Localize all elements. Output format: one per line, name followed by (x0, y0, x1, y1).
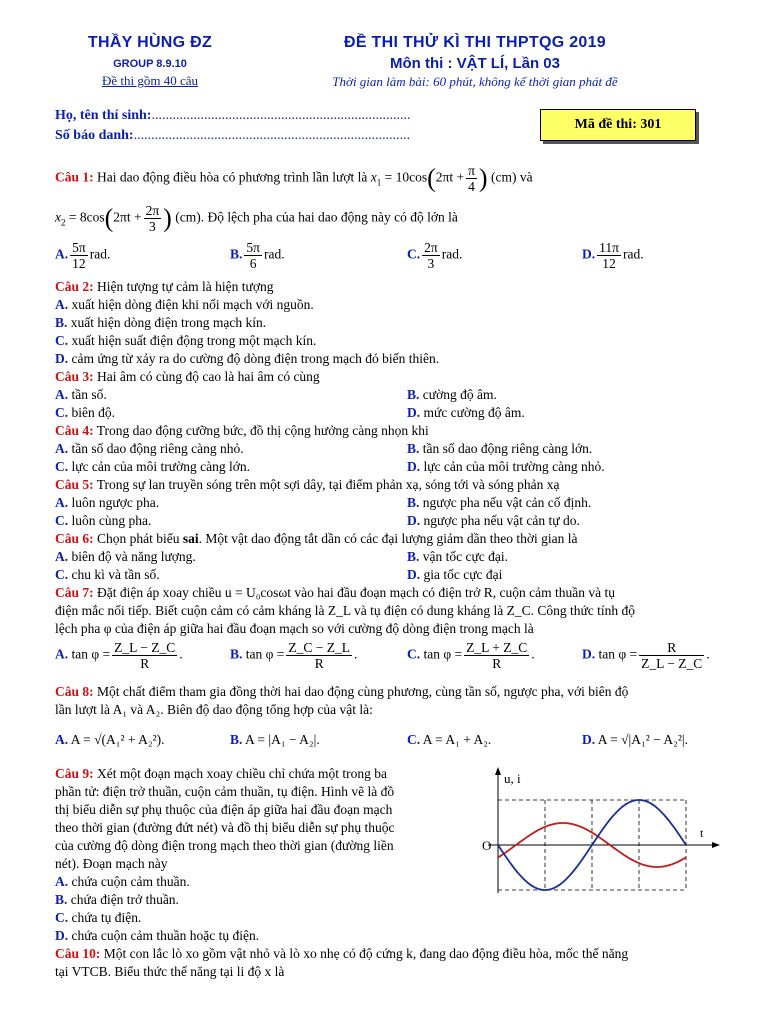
candidate-name-dots: .......................................................................... (151, 108, 411, 123)
q4-opt-c[interactable]: C. lực cản của môi trường càng lớn. (55, 459, 250, 474)
q9-graph (468, 765, 724, 903)
q1-label: Câu 1: (55, 169, 94, 185)
teacher-name: THẦY HÙNG ĐZ (87, 34, 213, 51)
q2-opt-a[interactable]: A. xuất hiện dòng điện khi nối mạch với nguồn. (55, 297, 314, 312)
q7-opt-b[interactable]: B. tan φ = $\frac{Z\_C - Z\_L}{R}$ . (230, 640, 358, 671)
q7-opt-a[interactable]: A. tan φ = $\frac{Z\_L - Z\_C}{R}$ . (55, 640, 183, 671)
q9-origin-label: O (482, 838, 492, 853)
exam-code-box (540, 109, 696, 141)
q4-opt-d[interactable]: D. lực cản của môi trường càng nhỏ. (407, 459, 605, 474)
q7-line1: Câu 7: Đặt điện áp xoay chiều u = U₀cosωt vào hai đầu đoạn mạch có điện trở R, cuộn cảm thuần và tụ (55, 585, 615, 600)
q6-opt-b[interactable]: B. vận tốc cực đại. (407, 549, 509, 564)
q1-opt-c[interactable]: C. $\frac{2\pi}{3}$ rad. (407, 240, 463, 271)
q8-line1: Câu 8: Một chất điểm tham gia đồng thời hai dao động cùng phương, cùng tần số, ngược pha, với biên độ (55, 684, 629, 699)
q9-line1: Câu 9: Xét một đoạn mạch xoay chiều chỉ chứa một trong ba (55, 766, 387, 781)
q9-line6: nét). Đoạn mạch này (55, 856, 168, 871)
q2-opt-c[interactable]: C. xuất hiện suất điện động trong một mạch kín. (55, 333, 317, 348)
q7-line2: điện mắc nối tiếp. Biết cuộn cảm có cảm kháng là Z_L và tụ điện có dung kháng là Z_C. Công thức tính độ (55, 603, 636, 618)
candidate-id-row (55, 128, 410, 144)
q6-opt-d[interactable]: D. gia tốc cực đại (407, 567, 503, 582)
q1-opt-b[interactable]: B. $\frac{5\pi}{6}$ rad. (230, 240, 285, 271)
q5-opt-d[interactable]: D. ngược pha nếu vật cản tự do. (407, 513, 580, 528)
header-left (40, 34, 260, 89)
q3-opt-d[interactable]: D. mức cường độ âm. (407, 405, 525, 420)
q1-unit1: (cm) và (490, 169, 533, 185)
q1-x1eq: = 10cos (384, 169, 428, 185)
q1-line1: Câu 1: Hai dao động điều hòa có phương trình lần lượt là $x_1 = 10\cos(2\pi t$ + $\frac{\pi}{4}$ ) (cm) và (55, 163, 533, 194)
q1-x2: x (55, 209, 61, 225)
q9-line4: theo thời gian (đường đứt nét) và đồ thị biểu diễn sự phụ thuộc (55, 820, 395, 835)
q1-arg1: 2πt + (435, 169, 465, 185)
q9-line2: phần tử: điện trở thuần, cuộn cảm thuần, tụ điện. Hình vẽ là đồ (55, 784, 395, 799)
q3-stem: Câu 3: Hai âm có cùng độ cao là hai âm có cùng (55, 369, 320, 384)
q1-pi: π (468, 163, 475, 178)
q3-opt-c[interactable]: C. biên độ. (55, 405, 115, 420)
q1-line2: $x_2 = 8\cos(2\pi t$ + $\frac{2\pi}{3}$ ) (cm). Độ lệch pha của hai dao động này có độ lớn là (55, 203, 458, 234)
q1-2pi: 2π (145, 203, 160, 218)
candidate-id-label: Số báo danh: (55, 128, 134, 143)
q4-stem: Câu 4: Trong dao động cưỡng bức, đồ thị cộng hưởng càng nhọn khi (55, 423, 429, 438)
candidate-name-label: Họ, tên thí sinh: (55, 108, 152, 123)
q7-line3: lệch pha φ của điện áp giữa hai đầu đoạn mạch so với cường độ dòng điện trong mạch là (55, 621, 534, 636)
q9-y-arrow (495, 767, 501, 775)
q7-opt-c[interactable]: C. tan φ = $\frac{Z\_L + Z\_C}{R}$ . (407, 640, 535, 671)
q5-opt-c[interactable]: C. luôn cùng pha. (55, 513, 152, 528)
q1-x2eq: = 8cos (68, 209, 105, 225)
q1-arg2: 2πt + (113, 209, 142, 225)
q10-line1: Câu 10: Một con lắc lò xo gồm vật nhỏ và lò xo nhẹ có độ cứng k, đang dao động điều hòa, mốc thế năng (55, 946, 629, 961)
q6-stem: Câu 6: Chọn phát biểu sai. Một vật dao động tắt dần có các đại lượng giảm dần theo thời gian là (55, 531, 578, 546)
q9-opt-a[interactable]: A. chứa cuộn cảm thuần. (55, 874, 190, 889)
q4-opt-a[interactable]: A. tần số dao động riêng càng nhỏ. (55, 441, 244, 456)
q9-x-arrow (712, 842, 720, 848)
exam-time: Thời gian làm bài: 60 phút, không kể thời gian phát đề (332, 74, 618, 89)
q6-opt-c[interactable]: C. chu kì và tần số. (55, 567, 160, 582)
q8-opt-b[interactable]: B. A = |A₁ − A₂|. (230, 732, 320, 747)
exam-subject: Môn thi : VẬT LÍ, Lần 03 (390, 55, 560, 72)
q8-opt-c[interactable]: C. A = A₁ + A₂. (407, 732, 492, 747)
q2-stem: Câu 2: Hiện tượng tự cảm là hiện tượng (55, 279, 274, 294)
q9-opt-b[interactable]: B. chứa điện trở thuần. (55, 892, 179, 907)
q7-opt-d[interactable]: D. tan φ = $\frac{R}{Z\_L - Z\_C}$ . (582, 640, 710, 671)
q1-opt-d[interactable]: D. $\frac{11\pi}{12}$ rad. (582, 240, 644, 271)
q9-opt-d[interactable]: D. chứa cuộn cảm thuần hoặc tụ điện. (55, 928, 260, 943)
q9-line3: thị biểu diễn sự phụ thuộc của điện áp giữa hai đầu đoạn mạch (55, 802, 393, 817)
q5-opt-a[interactable]: A. luôn ngược pha. (55, 495, 160, 510)
q10-line2: tại VTCB. Biểu thức thế năng tại li độ x là (55, 964, 285, 979)
exam-title: ĐỀ THI THỬ KÌ THI THPTQG 2019 (343, 34, 606, 51)
q8-opt-d[interactable]: D. A = √|A₁² − A₂²|. (582, 732, 688, 747)
q8-opt-a[interactable]: A. A = √(A₁² + A₂²). (55, 732, 165, 747)
q1-text1: Hai dao động điều hòa có phương trình lần lượt là (97, 169, 368, 185)
q9-line5: của cường độ dòng điện trong mạch theo thời gian (đường liền (55, 838, 394, 853)
q6-opt-a[interactable]: A. biên độ và năng lượng. (55, 549, 196, 564)
q8-line2: lần lượt là A₁ và A₂. Biên độ dao động tổng hợp của vật là: (55, 702, 373, 717)
q1-opt-a[interactable]: A. $\frac{5\pi}{12}$ rad. (55, 240, 111, 271)
candidate-name-row (55, 108, 410, 124)
q9-axis-y-label: u, i (504, 771, 521, 786)
group-label: GROUP 8.9.10 (113, 58, 187, 70)
q5-stem: Câu 5: Trong sự lan truyền sóng trên một sợi dây, tại điểm phản xạ, sóng tới và sóng phản xạ (55, 477, 560, 492)
q3-opt-a[interactable]: A. tần số. (55, 387, 107, 402)
exam-code: Mã đề thi: 301 (574, 117, 662, 132)
q1-x1: x (370, 169, 377, 185)
q9-axis-x-label: t (700, 826, 704, 840)
q5-opt-b[interactable]: B. ngược pha nếu vật cản cố định. (407, 495, 592, 510)
q1-text2: (cm). Độ lệch pha của hai dao động này có độ lớn là (175, 209, 458, 225)
q4-opt-b[interactable]: B. tần số dao động riêng càng lớn. (407, 441, 593, 456)
q1-den4: 4 (468, 179, 475, 194)
q2-opt-d[interactable]: D. cảm ứng từ xảy ra do cường độ dòng điện trong mạch đó biến thiên. (55, 351, 440, 366)
q3-opt-b[interactable]: B. cường độ âm. (407, 387, 497, 402)
header-right (290, 34, 660, 90)
candidate-id-dots: ............................................................................... (133, 128, 411, 143)
q9-opt-c[interactable]: C. chứa tụ điện. (55, 910, 142, 925)
q1-den3: 3 (149, 219, 156, 234)
q2-opt-b[interactable]: B. xuất hiện dòng điện trong mạch kín. (55, 315, 267, 330)
question-count: Đề thi gồm 40 câu (101, 73, 199, 88)
